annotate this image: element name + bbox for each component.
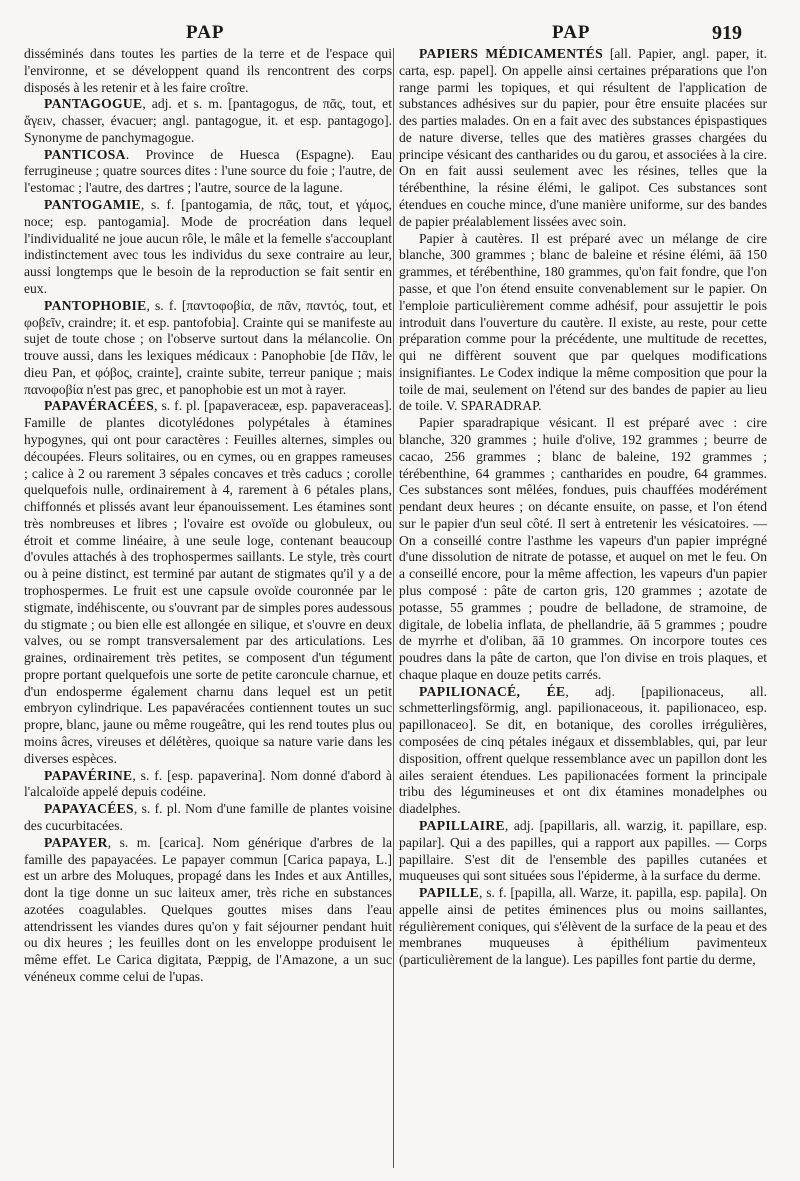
entry-headword: PAPILLAIRE (419, 817, 505, 833)
entry-text: Papier sparadrapique vésicant. Il est préparé avec : cire blanche, 320 grammes ; huile d'olive, 192 grammes ; beurre de cacao, 256 grammes ; blanc de baleine, 192 grammes ; térébenthine, 64 grammes ; cantharides en poudre, 64 grammes. Ces substances sont mêlées, fondues, puis chauffées modérément pendant deux heures ; on décante ensuite, on passe, et l'on étend sur le papier d'un seul côté. Il sert à entretenir les vésicatoires. — On a conseillé contre l'asthme les vapeurs d'un papier imprégné d'une dissolution de nitrate de potasse, et auquel on met le feu. On a conseillé encore, pour la même affection, les vapeurs d'un papier plus composé : pâte de carton gris, 120 grammes ; azotate de potasse, 55 grammes ; poudre de belladone, de stramoine, de digitale, de lobelia inflata, de phellandrie, āā 5 grammes ; poudre de myrrhe et d'oliban, āā 10 grammes. On incorpore toutes ces poudres dans la pâte de carton, que l'on divise en trois plaques, et chaque plaque en douze petits carrés. (399, 415, 767, 682)
right-running-head: PAP (552, 22, 591, 43)
entry-paragraph (399, 231, 767, 416)
entry-text: Papier à cautères. Il est préparé avec un mélange de cire blanche, 300 grammes ; blanc de baleine et résine élémi, āā 150 grammes, et térébenthine, 180 grammes, qu'on fait fondre, que l'on passe, et que l'on étend ensuite convenablement sur le papier. On l'emploie particulièrement comme adhésif, pour assujettir le pois introduit dans l'ouverture du cautère. Il existe, au reste, pour cette préparation comme pour la précédente, une multitude de recettes, qui ne diffèrent souvent que par quelques modifications insignifiantes. Le Codex indique la même composition que pour la toile de mai, seulement on l'étend sur des bandes de papier au lieu de toile. V. SPARADRAP. (399, 230, 767, 414)
entry-text: [all. Papier, angl. paper, it. carta, esp. papel]. On appelle ainsi certaines préparations que l'on range parmi les topiques, et qui résultent de l'application de substances adhésives sur du papier, pour être ensuite placées sur des parties malades. On en a fait avec des substances épispastiques de nature diverse, telles que des matières grasses chargées du principe vésicant des cantharides ou du garou, et associées à la cire. On en fait aussi seulement avec les résines, telles que la térébenthine, la résine élémi, le galipot. Ces substances sont étendues en couche mince, d'une manière uniforme, sur des bandes de papier préalablement lissées avec soin. (399, 46, 767, 229)
entry-text: , s. f. pl. [papaveraceæ, esp. papaveraceas]. Famille de plantes dicotylédones polypétales à étamines hypogynes, qui ont pour caractères : Feuilles alternes, simples ou découpées. Fleurs solitaires, ou en cymes, ou en grappes rameuses ; calice à 2 ou rarement 3 sépales concaves et très caducs ; corolle quelquefois nulle, ordinairement à 4, rarement à 6 pétales plans, chiffonnés et plissés avant leur épanouissement. Les étamines sont très nombreuses et libres ; l'ovaire est ovoïde ou globuleux, ou étroit et comme linéaire, à une seule loge, contenant beaucoup d'ovules attachés à des trophospermes saillants. Le style, très court ou à peine distinct, est terminé par autant de stigmates qu'il y a de trophospermes. Le fruit est une capsule ovoïde couronnée par le stigmate, indéhiscente, ou s'ouvrant par de simples pores audessous du stigmate ; ou bien elle est allongée en silique, et s'ouvre en deux valves, ou se rompt transversalement par des articulations. Les graines, ordinairement très petites, se composent d'un tégument propre portant quelquefois une sorte de petite caroncule charnue, et d'un endosperme également charnu dans lequel est un petit embryon cylindrique. Les papavéracées contiennent toutes un suc propre, blanc, jaune ou même rougeâtre, qui les rend toutes plus ou moins âcres, vireuses et délétères, quoique sa nature varie dans les diverses espèces. (24, 398, 392, 766)
entry-headword: PANTAGOGUE (44, 96, 143, 112)
entry-text: , s. f. pl. Nom d'une famille de plantes voisine des cucurbitacées. (24, 801, 392, 833)
entry-paragraph (24, 147, 392, 197)
entry-text: , adj. et s. m. [pantagogus, de πᾶς, tout, et ἄγειν, chasser, évacuer; angl. pantagogue, it. et esp. pantagogo]. Synonyme de panchymagogue. (24, 96, 392, 145)
column-divider (393, 48, 394, 1168)
entry-text: , adj. [papilionaceus, all. schmetterlingsförmig, angl. papilionaceous, it. papilionaceo, esp. papillonaceo]. Se dit, en botanique, des corolles irrégulières, composées de cinq pétales inégaux et dissemblables, qui, par leur disposition, offrent quelque ressemblance avec un papillon dont les ailes seraient étendues. Les papilionacées forment la principale tribu des légumineuses et ont dix étamines monadelphes ou diadelphes. (399, 683, 767, 817)
entry-text: . Province de Huesca (Espagne). Eau ferrugineuse ; quatre sources dites : l'une source du foie ; l'autre, de l'estomac ; l'autre, des dartres ; l'autre, source de la lagune. (24, 146, 392, 196)
entry-paragraph (399, 684, 767, 818)
entry-headword: PAPILLE (419, 885, 480, 901)
entry-headword: PANTOGAMIE (44, 197, 141, 213)
entry-paragraph (24, 768, 392, 802)
left-column (24, 46, 392, 1174)
entry-text: , s. f. [pantogamia, de πᾶς, tout, et γάμος, noce; esp. pantogamia]. Mode de procréation dans lequel l'individualité ne joue aucun rôle, le mâle et la femelle s'accouplant indistinctement avec tous les individus du sexe contraire au leur, aussi longtemps que le besoin de la reproduction se fait sentir en eux. (24, 197, 392, 296)
entry-text: disséminés dans toutes les parties de la terre et de l'espace qui l'environne, et se développent quand ils rencontrent des corps disposés à les retenir et à les faire croître. (24, 46, 392, 95)
entry-paragraph (24, 398, 392, 767)
entry-headword: PAPIERS MÉDICAMENTÉS (419, 46, 604, 61)
entry-text: , s. f. [papilla, all. Warze, it. papilla, esp. papila]. On appelle ainsi de petites éminences plus ou moins saillantes, régulièrement coniques, qui s'élèvent de la surface de la peau et des membranes muqueuses à épithélium pavimenteux (particulièrement de la langue). Les papilles font partie du derme, (399, 885, 767, 968)
entry-text: , s. f. [esp. papaverina]. Nom donné d'abord à l'alcaloïde appelé depuis codéine. (24, 767, 392, 800)
entry-text: , s. f. [παντοφοβία, de πᾶν, παντός, tout, et φοβεῖν, craindre; it. et esp. pantofobia]. Crainte qui se manifeste au sujet de toute chose ; on l'observe surtout dans la mélancolie. On trouve aussi, dans les lexiques médicaux : Panophobie [de Πᾶν, le dieu Pan, et φόβος, crainte], crainte subite, terreur panique ; mais πανοφοβία n'est pas grec, et panophobie est un mot à rayer. (24, 297, 392, 397)
entry-paragraph (24, 96, 392, 146)
entry-headword: PAPAYER (44, 834, 108, 850)
entry-paragraph (399, 415, 767, 684)
entry-headword: PANTICOSA (44, 146, 126, 162)
entry-headword: PAPILIONACÉ, ÉE (419, 683, 566, 699)
entry-headword: PAPAVÉRINE (44, 767, 133, 783)
entry-paragraph (399, 818, 767, 885)
right-column (399, 46, 767, 1174)
entry-paragraph (24, 197, 392, 298)
entry-text: , adj. [papillaris, all. warzig, it. papillare, esp. papilar]. Qui a des papilles, qui a rapport aux papilles. — Corps papillaire. S'est dit de l'ensemble des papilles cutanées et muqueuses qui sont situées sous l'épiderme, à la surface du derme. (399, 817, 767, 884)
entry-paragraph (399, 46, 767, 231)
entry-paragraph (399, 885, 767, 969)
entry-paragraph (24, 46, 392, 96)
entry-headword: PAPAYACÉES (44, 801, 134, 817)
page-number: 919 (712, 22, 742, 44)
entry-headword: PAPAVÉRACÉES (44, 398, 155, 414)
entry-headword: PANTOPHOBIE (44, 297, 147, 313)
entry-paragraph (24, 298, 392, 399)
entry-paragraph (24, 835, 392, 986)
left-running-head: PAP (186, 22, 225, 43)
entry-paragraph (24, 801, 392, 835)
entry-text: , s. m. [carica]. Nom générique d'arbres de la famille des papayacées. Le papayer commun [Carica papaya, L.] est un arbre des Moluques, propagé dans les Indes et aux Antilles, dont la tige donne un suc laiteux amer, très riche en substances azotées coagulables. Quelques gouttes mises dans l'eau attendrissent les viandes dures qu'on y fait séjourner pendant huit ou dix heures ; les feuilles dont on les enveloppe produisent le même effet. Le Carica digitata, Pæppig, de l'Amazone, a un suc vénéneux comme celui de l'upas. (24, 834, 392, 984)
